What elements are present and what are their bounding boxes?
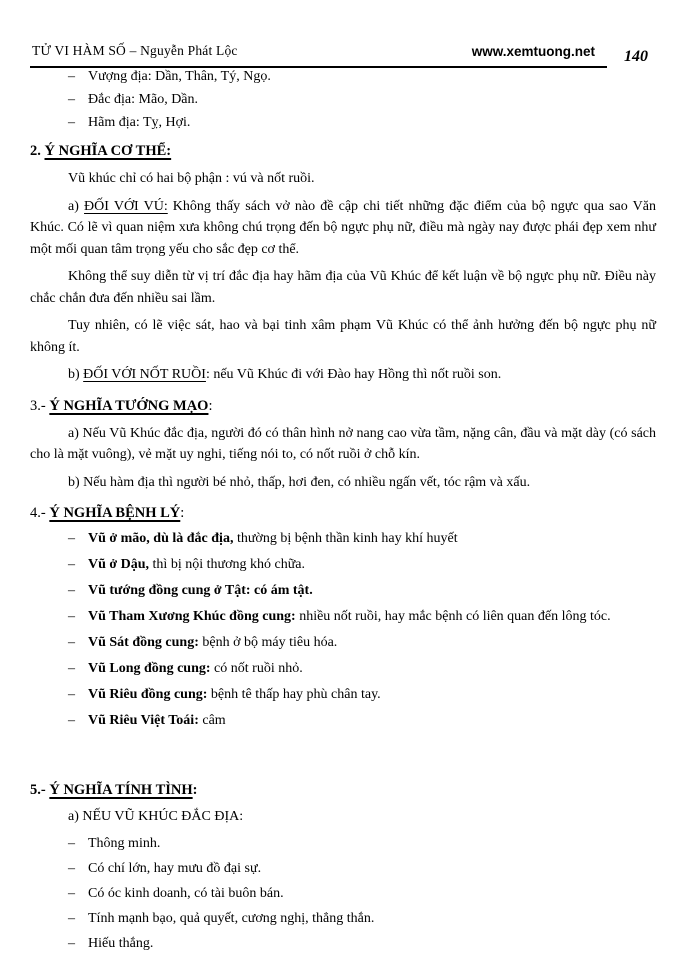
list-item-text: Có chí lớn, hay mưu đồ đại sự.	[88, 861, 262, 876]
list-item-lead: Vũ Sát đồng cung:	[88, 635, 199, 650]
page-header	[30, 38, 656, 68]
list-item	[68, 608, 656, 625]
dash-marker: –	[68, 115, 75, 130]
list-item	[68, 935, 656, 952]
book-title: TỬ VI HÀM SỐ – Nguyễn Phát Lộc	[32, 43, 238, 58]
list-item-lead: Vũ Tham Xương Khúc đồng cung:	[88, 609, 296, 624]
sub-item-label: a)	[68, 198, 85, 214]
list-item-text: Thông minh.	[88, 836, 161, 851]
section-5-heading	[30, 781, 656, 800]
list-item	[68, 68, 656, 85]
page-number: 140	[624, 48, 648, 65]
list-item	[68, 910, 656, 927]
section-title: Ý NGHĨA TƯỚNG MẠO	[49, 397, 209, 414]
section-number: 4.-	[30, 505, 46, 521]
dash-marker: –	[68, 583, 75, 598]
list-item-text: có nốt ruồi nhỏ.	[210, 661, 303, 676]
list-item-text: Hãm địa: Tỵ, Hợi.	[88, 115, 191, 130]
list-item-lead: Vũ ở mão, dù là đắc địa,	[88, 531, 234, 546]
list-item	[68, 634, 656, 651]
dash-marker: –	[68, 661, 75, 676]
dash-marker: –	[68, 609, 75, 624]
header-rule	[30, 66, 607, 68]
dash-marker: –	[68, 713, 75, 728]
list-item-text: Vượng địa: Dần, Thân, Tý, Ngọ.	[88, 69, 271, 84]
list-item	[68, 712, 656, 729]
paragraph-text: Không thấy sách vở nào đề cập chi tiết những đặc điểm của bộ ngực qua sao Văn Khúc. Có lẽ vì quan niệm xưa không chú trọng đến bộ ngực phụ nữ, điều mà ngày nay được phái đẹp xem như một mối quan tâm trọng yếu cho sắc đẹp cơ thể.	[30, 198, 656, 257]
list-item	[68, 582, 656, 599]
list-item-text: nhiều nốt ruồi, hay mắc bệnh có liên quan đến lông tóc.	[295, 609, 611, 624]
list-item-text: câm	[198, 713, 226, 728]
dash-marker: –	[68, 886, 75, 901]
section-4-heading	[30, 504, 656, 523]
section-title: Ý NGHĨA CƠ THỂ:	[44, 143, 172, 159]
list-item-text: Đắc địa: Mão, Dần.	[88, 92, 199, 107]
paragraph: Không thể suy diễn từ vị trí đắc địa hay hãm địa của Vũ Khúc để kết luận về bộ ngực phụ nữ. Điều này chắc chắn đưa đến nhiều sai lầm.	[30, 269, 656, 306]
sub-item-label: a) NẾU VŨ KHÚC ĐẮC ĐỊA:	[68, 809, 244, 824]
dash-marker: –	[68, 687, 75, 702]
dash-marker: –	[68, 531, 75, 546]
position-list	[30, 68, 656, 131]
sub-item-title: ĐỐI VỚI NỐT RUỒI	[83, 367, 206, 382]
dash-marker: –	[68, 911, 75, 926]
list-item	[68, 660, 656, 677]
list-item-text: Tính mạnh bạo, quả quyết, cương nghị, thẳng thắn.	[88, 911, 375, 926]
dash-marker: –	[68, 936, 75, 951]
list-item	[68, 91, 656, 108]
list-item	[68, 835, 656, 852]
dash-marker: –	[68, 836, 75, 851]
list-item-text: bệnh ở bộ máy tiêu hóa.	[198, 635, 338, 650]
list-item-lead: Vũ Riêu Việt Toái:	[88, 713, 199, 728]
list-item	[68, 885, 656, 902]
list-item-text: Hiếu thắng.	[88, 936, 154, 951]
section-colon: :	[192, 782, 198, 798]
dash-marker: –	[68, 635, 75, 650]
section-title: Ý NGHĨA TÍNH TÌNH	[49, 782, 193, 798]
illness-list	[30, 530, 656, 729]
website-text: www.xemtuong.net	[471, 44, 595, 59]
list-item-lead: Vũ Riêu đồng cung:	[88, 687, 208, 702]
section-colon: :	[208, 397, 213, 414]
section-number: 2.	[30, 143, 41, 159]
paragraph: b) Nếu hàm địa thì người bé nhỏ, thấp, hơi đen, có nhiều ngấn vết, tóc rậm và xấu.	[68, 474, 531, 490]
dash-marker: –	[68, 69, 75, 84]
traits-list	[30, 835, 656, 952]
section-number: 5.-	[30, 782, 46, 798]
list-item-lead: Vũ Long đồng cung:	[88, 661, 211, 676]
sub-item-title: ĐỐI VỚI VÚ:	[84, 198, 168, 214]
list-item-lead: Vũ tướng đồng cung ở Tật: có ám tật.	[88, 583, 313, 598]
dash-marker: –	[68, 861, 75, 876]
paragraph: Tuy nhiên, có lẽ việc sát, hao và bại tinh xâm phạm Vũ Khúc có thể ảnh hưởng đến bộ ngực phụ nữ không ít.	[30, 318, 656, 355]
dash-marker: –	[68, 92, 75, 107]
list-item	[68, 686, 656, 703]
paragraph	[30, 364, 656, 386]
list-item	[68, 860, 656, 877]
list-item	[68, 556, 656, 573]
paragraph-text: : nếu Vũ Khúc đi với Đào hay Hồng thì nốt ruồi son.	[205, 367, 502, 382]
section-number: 3.-	[30, 397, 46, 414]
section-colon: :	[180, 505, 185, 521]
list-item-text: thì bị nội thương khó chữa.	[149, 557, 306, 572]
list-item-lead: Vũ ở Dậu,	[88, 557, 150, 572]
list-item-text: thường bị bệnh thần kinh hay khí huyết	[233, 531, 458, 546]
list-item	[68, 114, 656, 131]
paragraph	[30, 196, 656, 261]
paragraph: a) Nếu Vũ Khúc đắc địa, người đó có thân hình nở nang cao vừa tầm, nặng cân, đầu và mặt dày (có sách cho là mặt vuông), vẻ mặt uy nghi, tiếng nói to, có nốt ruồi ở chỗ kín.	[30, 425, 656, 462]
list-item-text: bệnh tê thấp hay phù chân tay.	[207, 687, 381, 702]
dash-marker: –	[68, 557, 75, 572]
paragraph: Vũ khúc chỉ có hai bộ phận : vú và nốt ruồi.	[68, 171, 315, 186]
list-item	[68, 530, 656, 547]
section-title: Ý NGHĨA BỆNH LÝ	[49, 505, 181, 521]
section-2-heading	[30, 142, 656, 161]
sub-item-label: b)	[68, 367, 84, 382]
section-3-heading	[30, 397, 656, 416]
list-item-text: Có óc kinh doanh, có tài buôn bán.	[88, 886, 284, 901]
